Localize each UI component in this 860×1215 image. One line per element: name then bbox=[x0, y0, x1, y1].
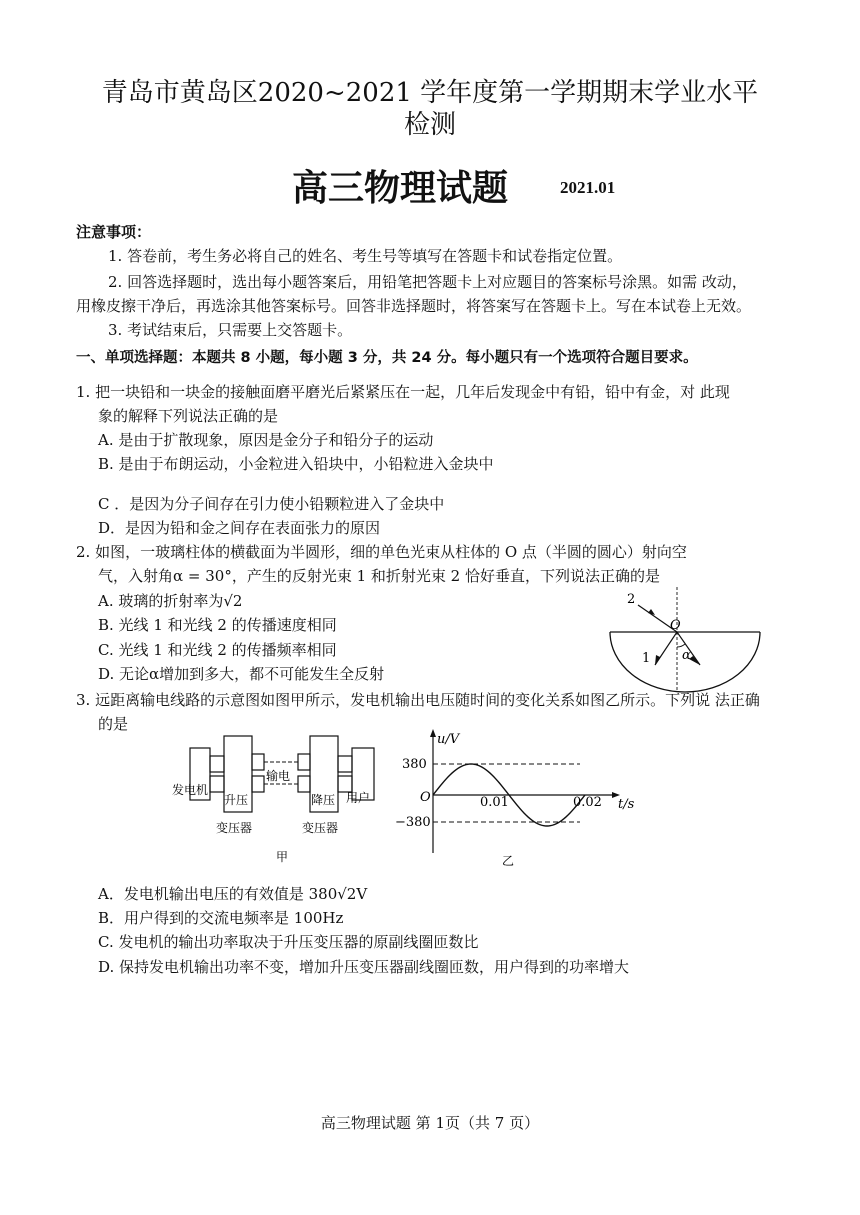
fig-label-alpha: α bbox=[682, 648, 691, 663]
q1-option-b: B. 是由于布朗运动，小金粒进入铅块中，小铅粒进入金块中 bbox=[98, 455, 494, 473]
label-generator: 发电机 bbox=[172, 783, 209, 797]
label-step-up-1: 升压 bbox=[224, 793, 249, 807]
y-tick-380: 380 bbox=[402, 757, 427, 772]
q2-option-a: A. 玻璃的折射率为√2 bbox=[98, 592, 243, 610]
fig-label-1: 1 bbox=[642, 651, 651, 666]
notice-heading: 注意事项： bbox=[76, 223, 152, 241]
q2-option-d: D. 无论α增加到多大，都不可能发生全反射 bbox=[98, 665, 385, 683]
q3-option-c: C. 发电机的输出功率取决于升压变压器的原副线圈匝数比 bbox=[98, 933, 479, 951]
notice-item-1: 1. 答卷前，考生务必将自己的姓名、考生号等填写在答题卡和试卷指定位置。 bbox=[108, 247, 623, 265]
exam-date: 2021.01 bbox=[560, 178, 616, 197]
exam-title-line2: 检测 bbox=[403, 110, 456, 140]
q3-option-b: B．用户得到的交流电频率是 100Hz bbox=[98, 909, 344, 927]
page-footer: 高三物理试题 第 1页（共 7 页） bbox=[320, 1114, 540, 1132]
x-tick-0.01: 0.01 bbox=[480, 795, 509, 810]
q1-stem-line1: 1. 把一块铅和一块金的接触面磨平磨光后紧紧压在一起，几年后发现金中有铅，铅中有金，对 此现 bbox=[76, 383, 730, 401]
section-heading: 一、单项选择题：本题共 8 小题，每小题 3 分，共 24 分。每小题只有一个选项符合题目要求。 bbox=[76, 350, 698, 366]
x-tick-0.02: 0.02 bbox=[573, 795, 602, 810]
transmission-line-diagram bbox=[168, 728, 388, 868]
label-user: 用户 bbox=[346, 791, 371, 805]
x-axis-label: t/s bbox=[618, 797, 635, 812]
q1-stem-line2: 象的解释下列说法正确的是 bbox=[98, 407, 279, 425]
q3-option-d: D. 保持发电机输出功率不变，增加升压变压器副线圈匝数，用户得到的功率增大 bbox=[98, 958, 630, 976]
q2-stem-line2: 气，入射角α = 30°，产生的反射光束 1 和折射光束 2 恰好垂直，下列说法正确的是 bbox=[98, 567, 660, 585]
q2-option-b: B. 光线 1 和光线 2 的传播速度相同 bbox=[98, 616, 337, 634]
y-axis-label: u/V bbox=[437, 732, 460, 747]
y-tick-neg-380: −380 bbox=[395, 815, 431, 830]
q3-option-a: A．发电机输出电压的有效值是 380√2V bbox=[98, 885, 368, 903]
voltage-time-chart bbox=[390, 725, 650, 870]
semicircle-glass-figure bbox=[600, 585, 770, 700]
caption-yi: 乙 bbox=[502, 854, 515, 868]
q2-option-c: C. 光线 1 和光线 2 的传播频率相同 bbox=[98, 641, 337, 659]
notice-item-2b: 用橡皮擦干净后，再选涂其他答案标号。回答非选择题时，将答案写在答题卡上。写在本试卷上无效。 bbox=[76, 297, 752, 315]
exam-title-line1: 青岛市黄岛区2020~2021 学年度第一学期期末学业水平 bbox=[101, 78, 759, 108]
q3-stem-line1: 3. 远距离输电线路的示意图如图甲所示，发电机输出电压随时间的变化关系如图乙所示。下列说 法正确 bbox=[76, 691, 760, 709]
q1-option-a: A. 是由于扩散现象，原因是金分子和铅分子的运动 bbox=[98, 431, 434, 449]
caption-jia: 甲 bbox=[276, 850, 289, 864]
q1-option-d: D．是因为铅和金之间存在表面张力的原因 bbox=[98, 519, 381, 537]
page-title: 高三物理试题 bbox=[292, 168, 509, 209]
notice-item-3: 3. 考试结束后，只需要上交答题卡。 bbox=[108, 321, 353, 339]
fig-label-2: 2 bbox=[627, 592, 636, 607]
notice-item-2a: 2. 回答选择题时，选出每小题答案后，用铅笔把答题卡上对应题目的答案标号涂黑。如需 改动， bbox=[108, 273, 747, 291]
q3-stem-line2: 的是 bbox=[98, 715, 129, 733]
label-transmission: 输电 bbox=[266, 769, 291, 783]
label-step-down-2: 变压器 bbox=[302, 821, 339, 835]
q1-option-c: C ．是因为分子间存在引力使小铅颗粒进入了金块中 bbox=[98, 495, 445, 513]
origin-label: O bbox=[420, 790, 431, 805]
q2-stem-line1: 2. 如图，一玻璃柱体的横截面为半圆形，细的单色光束从柱体的 O 点（半圆的圆心）射向空 bbox=[76, 543, 687, 561]
fig-label-o: O bbox=[670, 618, 681, 633]
label-step-up-2: 变压器 bbox=[216, 821, 253, 835]
label-step-down-1: 降压 bbox=[311, 793, 336, 807]
